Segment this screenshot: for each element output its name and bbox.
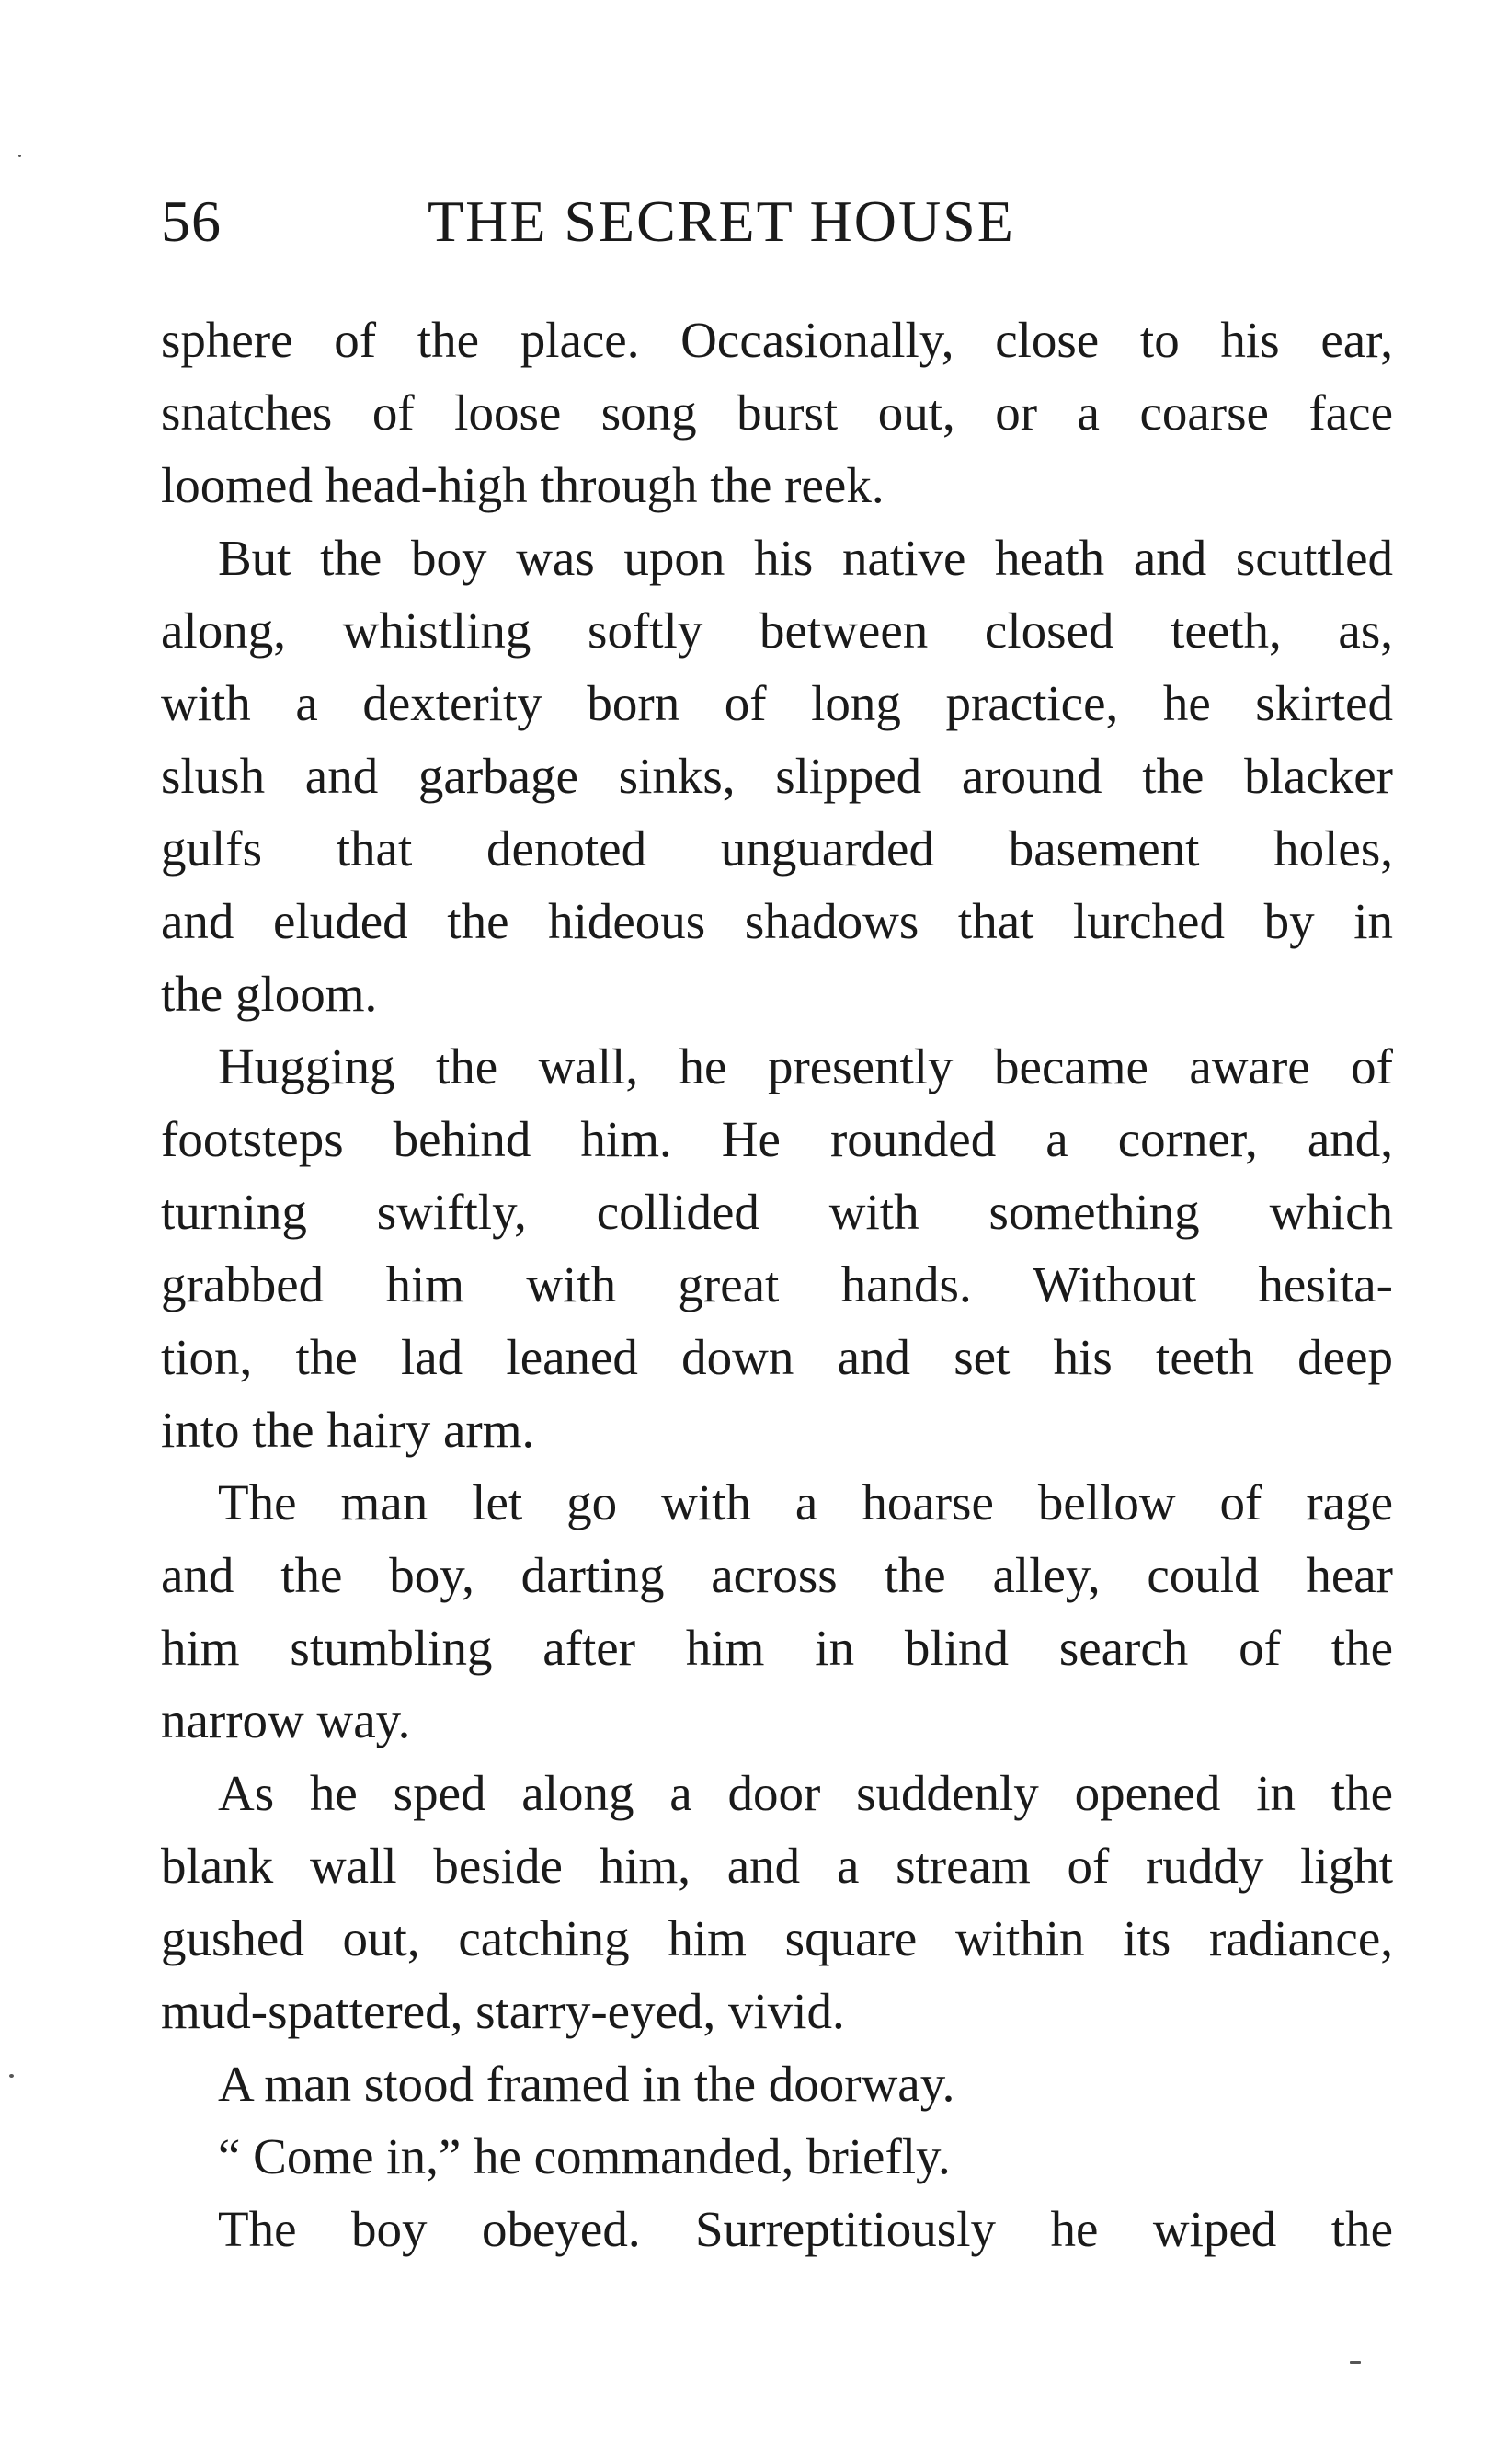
text-line: the gloom.: [161, 966, 378, 1022]
paragraph: [161, 521, 1393, 1030]
text-line: The man let go with a hoarse bellow of rage: [218, 1474, 1393, 1530]
paragraph: [161, 2193, 1393, 2265]
text-line: slush and garbage sinks, slipped around the blacker: [161, 748, 1393, 804]
text-line: along, whistling softly between closed teeth, as,: [161, 602, 1393, 659]
paragraph: [161, 2120, 1393, 2193]
text-line: grabbed him with great hands. Without hesita-: [161, 1256, 1393, 1312]
paragraph: [161, 304, 1393, 521]
scan-speck: [18, 155, 21, 157]
scan-speck: [9, 2074, 14, 2078]
scan-speck: [1350, 2361, 1361, 2364]
text-line: and eluded the hideous shadows that lurched by in: [161, 893, 1393, 949]
running-title: THE SECRET HOUSE: [428, 189, 1015, 254]
text-line: snatches of loose song burst out, or a coarse face: [161, 384, 1393, 441]
text-line: narrow way.: [161, 1692, 411, 1748]
text-line: sphere of the place. Occasionally, close to his ear,: [161, 312, 1393, 368]
text-line: with a dexterity born of long practice, he skirted: [161, 675, 1393, 731]
paragraph: [161, 1030, 1393, 1466]
text-line: “ Come in,” he commanded, briefly.: [218, 2128, 951, 2184]
page-number: 56: [161, 189, 222, 254]
text-line: him stumbling after him in blind search of the: [161, 1620, 1393, 1676]
text-line: blank wall beside him, and a stream of ruddy light: [161, 1838, 1393, 1894]
text-line: A man stood framed in the doorway.: [218, 2056, 955, 2112]
text-line: mud-spattered, starry-eyed, vivid.: [161, 1983, 845, 2039]
text-line: Hugging the wall, he presently became aware of: [218, 1038, 1393, 1094]
text-line: into the hairy arm.: [161, 1402, 535, 1458]
running-head: [161, 180, 1393, 263]
paragraph: [161, 1757, 1393, 2047]
text-line: But the boy was upon his native heath and scuttled: [218, 530, 1393, 586]
text-line: turning swiftly, collided with something which: [161, 1184, 1393, 1240]
text-line: loomed head-high through the reek.: [161, 457, 885, 513]
paragraph: [161, 1466, 1393, 1757]
text-line: The boy obeyed. Surreptitiously he wiped the: [218, 2201, 1393, 2257]
text-line: gushed out, catching him square within its radiance,: [161, 1910, 1393, 1966]
text-line: footsteps behind him. He rounded a corner, and,: [161, 1111, 1393, 1167]
text-line: As he sped along a door suddenly opened in the: [218, 1765, 1393, 1821]
text-line: tion, the lad leaned down and set his teeth deep: [161, 1329, 1393, 1385]
text-line: gulfs that denoted unguarded basement holes,: [161, 820, 1393, 877]
paragraph: [161, 2047, 1393, 2120]
body-text: [161, 304, 1393, 2265]
text-line: and the boy, darting across the alley, could hear: [161, 1547, 1393, 1603]
